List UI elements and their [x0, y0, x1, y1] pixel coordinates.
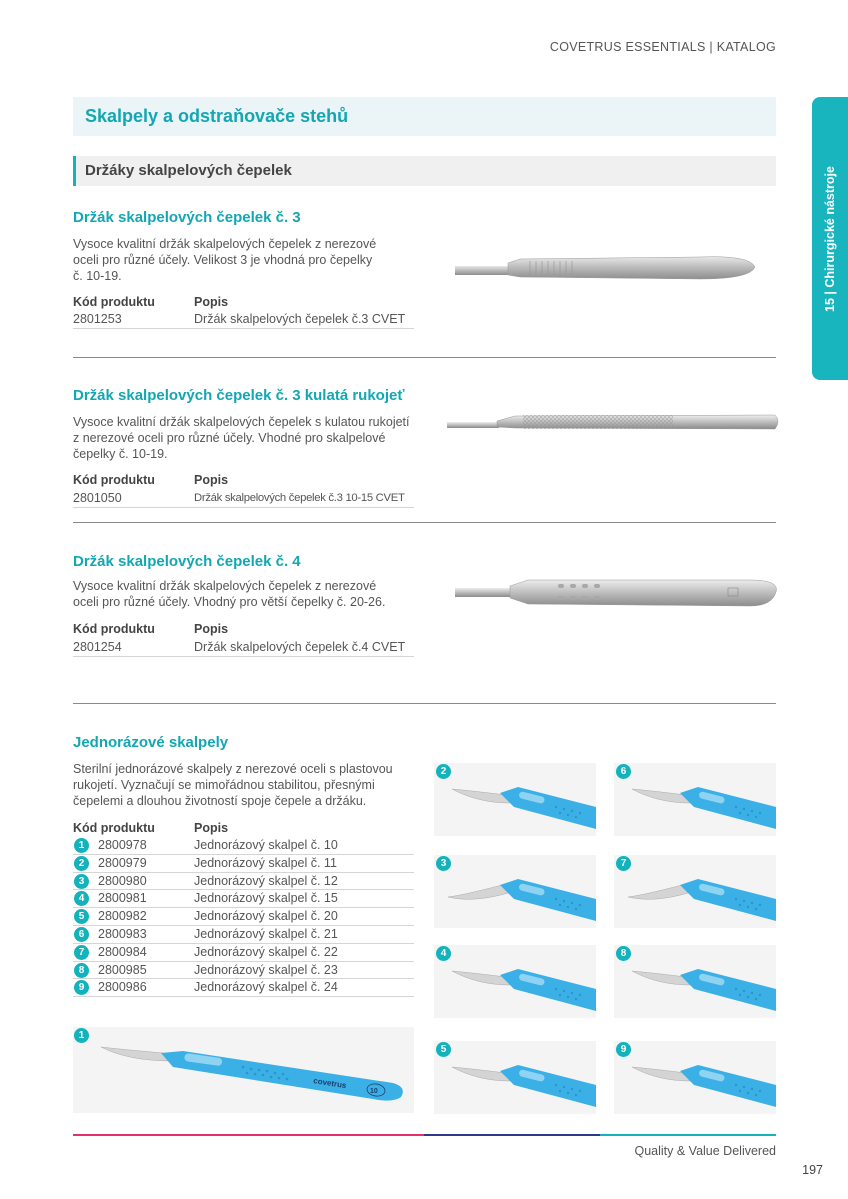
- section-divider: [73, 522, 776, 523]
- product-popis: Jednorázový skalpel č. 10: [194, 838, 338, 852]
- image-badge-4: 4: [436, 946, 451, 961]
- page-number: 197: [802, 1163, 823, 1177]
- desc-line: rukojetí. Vyznačují se mimořádnou stabilitou, přesnými: [73, 778, 375, 792]
- product-code: 2800985: [98, 962, 147, 977]
- disposable-scalpel-image: [614, 763, 776, 836]
- desc-line: z nerezové oceli pro různé účely. Vhodné pro skalpelové: [73, 431, 386, 445]
- disposable-title: Jednorázové skalpely: [73, 734, 229, 751]
- row-number-badge: 4: [74, 891, 89, 906]
- image-badge-9: 9: [616, 1042, 631, 1057]
- col-header-desc: Popis: [194, 622, 229, 636]
- disposable-scalpel-image: [614, 1041, 776, 1114]
- image-badge-6: 6: [616, 764, 631, 779]
- image-badge-5: 5: [436, 1042, 451, 1057]
- row-number-badge: 1: [74, 838, 89, 853]
- table-row: [73, 908, 414, 926]
- table-row: [73, 962, 414, 980]
- product-code: 2800986: [98, 980, 147, 995]
- scalpel-image-1: [73, 1027, 414, 1113]
- disposable-scalpel-image: [434, 855, 596, 928]
- product-popis: Držák skalpelových čepelek č.4 CVET: [194, 640, 406, 654]
- desc-line: Vysoce kvalitní držák skalpelových čepelek s kulatou rukojetí: [73, 415, 410, 429]
- image-badge-1: 1: [74, 1028, 89, 1043]
- disposable-description: [73, 761, 393, 809]
- row-number-badge: 2: [74, 856, 89, 871]
- desc-line: Vysoce kvalitní držák skalpelových čepelek z nerezové: [73, 579, 377, 593]
- desc-line: Vysoce kvalitní držák skalpelových čepelek z nerezové: [73, 237, 377, 251]
- footer-line-teal: [600, 1134, 776, 1136]
- product-code: 2800978: [98, 838, 147, 852]
- table-row: [73, 855, 414, 873]
- scalpel-image-3: [434, 855, 596, 928]
- footer-line-navy: [424, 1134, 600, 1136]
- handle-brand: covetrus: [312, 1076, 348, 1091]
- scalpel-handle-4-image: [450, 572, 780, 612]
- disposable-scalpel-image: [614, 945, 776, 1018]
- scalpel-image-9: [614, 1041, 776, 1114]
- col-header-code: Kód produktu: [73, 295, 155, 309]
- footer-line-pink: [73, 1134, 424, 1136]
- section-divider: [73, 357, 776, 358]
- scalpel-image-8: [614, 945, 776, 1018]
- row-divider: [73, 507, 414, 508]
- product-popis: Jednorázový skalpel č. 15: [194, 891, 338, 906]
- section-title-bar: [73, 97, 776, 136]
- disposable-scalpel-image: [434, 763, 596, 836]
- product-title: Držák skalpelových čepelek č. 3 kulatá rukojeť: [73, 387, 405, 404]
- product-popis: Jednorázový skalpel č. 11: [194, 855, 337, 870]
- row-number-badge: 7: [74, 945, 89, 960]
- desc-line: č. 10-19.: [73, 269, 122, 283]
- chapter-tab-label: 15 | Chirurgické nástroje: [823, 165, 837, 312]
- row-number-badge: 6: [74, 927, 89, 942]
- scalpel-image-5: [434, 1041, 596, 1114]
- product-description: [73, 414, 410, 462]
- product-code: 2800979: [98, 855, 147, 870]
- section-title: Skalpely a odstraňovače stehů: [85, 106, 349, 126]
- image-badge-8: 8: [616, 946, 631, 961]
- section-divider: [73, 703, 776, 704]
- subsection-title-bar: [73, 156, 776, 186]
- product-code: 2801050: [73, 491, 122, 505]
- scalpel-image-7: [614, 855, 776, 928]
- row-number-badge: 5: [74, 909, 89, 924]
- chapter-tab[interactable]: [812, 97, 848, 380]
- product-code: 2800984: [98, 944, 147, 959]
- desc-line: oceli pro různé účely. Vhodný pro větší čepelky č. 20-26.: [73, 595, 386, 609]
- disposable-scalpel-10-image: [73, 1027, 414, 1113]
- table-row: [73, 873, 414, 891]
- product-description: [73, 236, 376, 284]
- desc-line: čepelky č. 10-19.: [73, 447, 168, 461]
- col-header-code: Kód produktu: [73, 821, 155, 835]
- scalpel-image-4: [434, 945, 596, 1018]
- product-popis: Jednorázový skalpel č. 20: [194, 909, 338, 924]
- product-code: 2801253: [73, 312, 122, 326]
- row-number-badge: 3: [74, 874, 89, 889]
- desc-line: Sterilní jednorázové skalpely z nerezové oceli s plastovou: [73, 762, 393, 776]
- product-popis: Držák skalpelových čepelek č.3 10-15 CVET: [194, 492, 405, 504]
- row-divider: [73, 656, 414, 657]
- row-divider: [73, 328, 414, 329]
- table-row: [73, 944, 414, 962]
- table-row: [73, 979, 414, 997]
- disposable-scalpel-image: [434, 1041, 596, 1114]
- product-code: 2800980: [98, 873, 147, 888]
- col-header-desc: Popis: [194, 821, 229, 835]
- product-title: Držák skalpelových čepelek č. 3: [73, 209, 301, 226]
- col-header-code: Kód produktu: [73, 622, 155, 636]
- footer-tagline: Quality & Value Delivered: [634, 1144, 776, 1158]
- product-popis: Držák skalpelových čepelek č.3 CVET: [194, 312, 406, 326]
- scalpel-image-6: [614, 763, 776, 836]
- product-code: 2800982: [98, 909, 147, 924]
- product-title: Držák skalpelových čepelek č. 4: [73, 553, 301, 570]
- scalpel-handle-3-image: [450, 245, 770, 295]
- catalog-header: COVETRUS ESSENTIALS | KATALOG: [549, 40, 776, 54]
- disposable-scalpel-image: [434, 945, 596, 1018]
- product-code: 2801254: [73, 640, 122, 654]
- product-code: 2800983: [98, 926, 147, 941]
- product-popis: Jednorázový skalpel č. 23: [194, 962, 338, 977]
- product-popis: Jednorázový skalpel č. 12: [194, 873, 338, 888]
- product-code: 2800981: [98, 891, 147, 906]
- col-header-code: Kód produktu: [73, 473, 155, 487]
- handle-size: 10: [370, 1088, 378, 1095]
- product-description: [73, 578, 385, 610]
- col-header-desc: Popis: [194, 473, 229, 487]
- scalpel-image-2: [434, 763, 596, 836]
- table-row: [73, 926, 414, 944]
- scalpel-handle-round-image: [445, 405, 785, 440]
- desc-line: oceli pro různé účely. Velikost 3 je vhodná pro čepelky: [73, 253, 373, 267]
- col-header-desc: Popis: [194, 295, 229, 309]
- product-popis: Jednorázový skalpel č. 22: [194, 944, 338, 959]
- disposable-scalpel-image: [614, 855, 776, 928]
- desc-line: čepelemi a dlouhou životností spoje čepele a držáku.: [73, 794, 367, 808]
- image-badge-3: 3: [436, 856, 451, 871]
- row-number-badge: 9: [74, 980, 89, 995]
- table-row: [73, 890, 414, 908]
- product-popis: Jednorázový skalpel č. 21: [194, 926, 338, 941]
- disposable-table: [73, 837, 414, 997]
- table-row: [73, 837, 414, 855]
- row-number-badge: 8: [74, 963, 89, 978]
- image-badge-7: 7: [616, 856, 631, 871]
- subsection-title: Držáky skalpelových čepelek: [85, 162, 292, 179]
- product-popis: Jednorázový skalpel č. 24: [194, 980, 338, 995]
- image-badge-2: 2: [436, 764, 451, 779]
